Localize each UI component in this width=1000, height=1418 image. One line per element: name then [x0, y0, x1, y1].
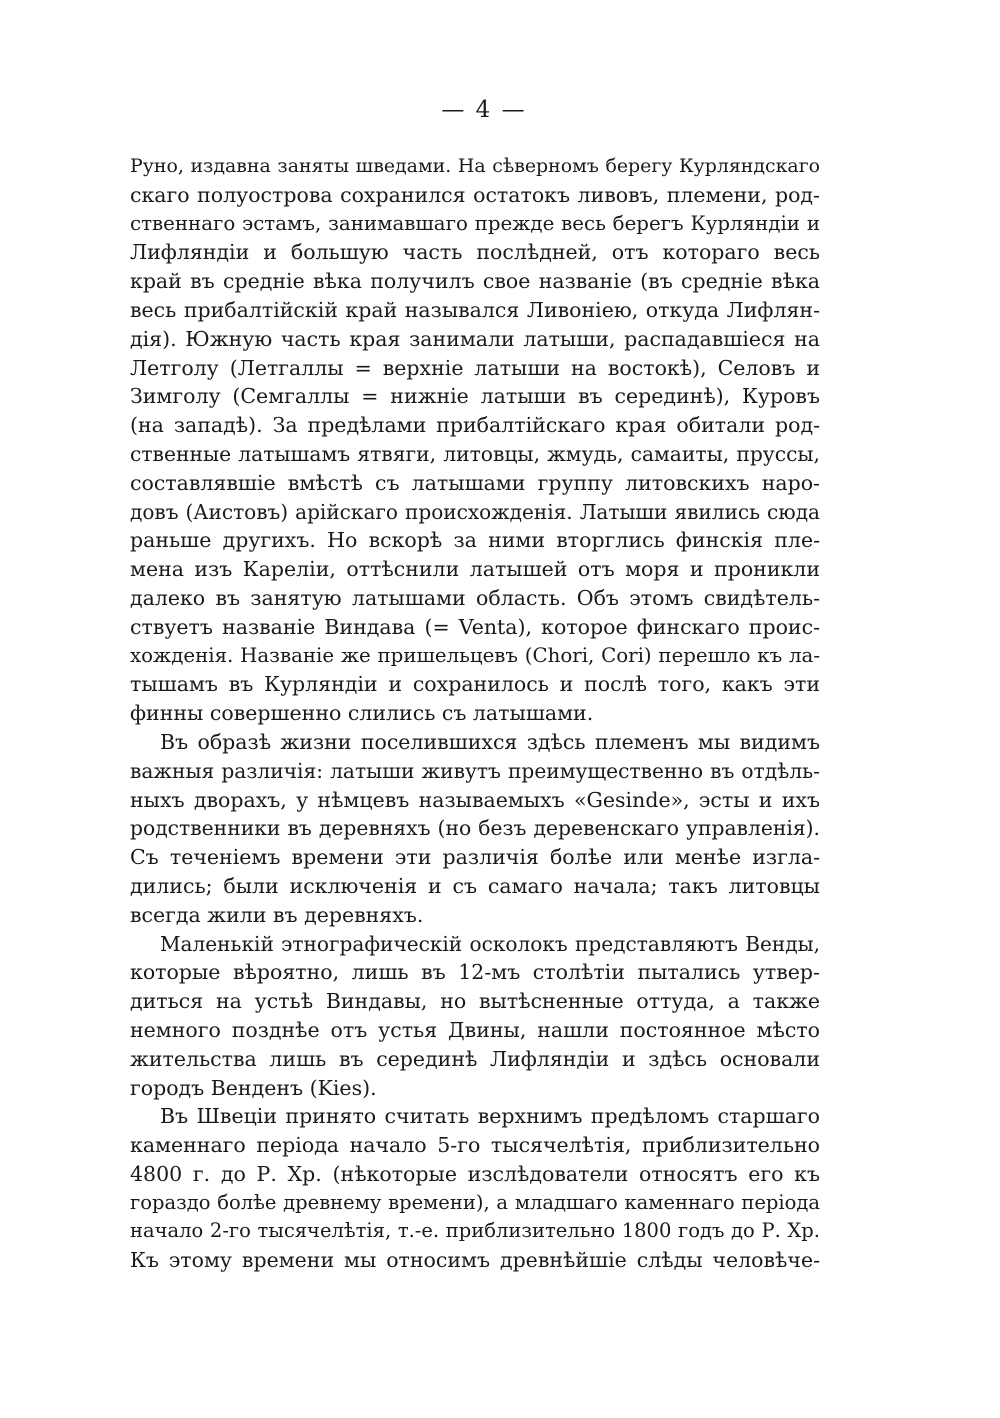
text-line: начало 2-го тысячелѣтія, т.-е. приблизительно 1800 годъ до Р. Хр. — [130, 1219, 820, 1243]
text-line: раньше другихъ. Но вскорѣ за ними вторглись финскія пле- — [130, 528, 820, 553]
text-line: 4800 г. до Р. Хр. (нѣкоторые изслѣдователи относятъ его къ — [130, 1161, 820, 1186]
text-line: (на западѣ). За предѣлами прибалтійскаго края обитали род- — [130, 413, 820, 438]
text-line: дія). Южную часть края занимали латыши, распадавшіеся на — [130, 326, 820, 351]
text-line: Летголу (Летгаллы = верхніе латыши на востокѣ), Селовъ и — [130, 355, 820, 380]
text-line: финны совершенно слились съ латышами. — [130, 701, 594, 726]
text-line: ственные латышамъ ятвяги, литовцы, жмудь, самаиты, пруссы, — [130, 441, 820, 466]
text-line: Съ теченіемъ времени эти различія болѣе или менѣе изгла- — [130, 845, 820, 870]
text-line: дились; были исключенія и съ самаго начала; такъ литовцы — [130, 873, 820, 898]
text-line: городъ Венденъ (Kies). — [130, 1075, 377, 1100]
text-line: составлявшіе вмѣстѣ съ латышами группу литовскихъ наро- — [130, 470, 820, 495]
paragraph-1 — [130, 152, 820, 728]
text-line: мена изъ Кареліи, оттѣснили латышей отъ моря и проникли — [130, 557, 820, 582]
text-line: гораздо болѣе древнему времени), а младшаго каменнаго періода — [130, 1190, 820, 1214]
text-line: диться на устьѣ Виндавы, но вытѣсненные оттуда, а также — [130, 989, 820, 1014]
text-line: Лифляндіи и большую часть послѣдней, отъ котораго весь — [130, 240, 820, 265]
text-line: ствуетъ названіе Виндава (= Venta), которое финскаго проис- — [130, 614, 820, 639]
text-line: всегда жили въ деревняхъ. — [130, 902, 424, 927]
text-line: Руно, издавна заняты шведами. На сѣверномъ берегу Курляндскаго — [130, 155, 820, 177]
text-line: скаго полуострова сохранился остатокъ ливовъ, племени, род- — [130, 182, 820, 207]
text-line: Въ Швеціи принято считать верхнимъ предѣломъ старшаго — [160, 1104, 820, 1129]
text-line: Къ этому времени мы относимъ древнѣйшіе слѣды человѣче- — [130, 1248, 820, 1273]
text-line: немного позднѣе отъ устья Двины, нашли постоянное мѣсто — [130, 1017, 820, 1042]
text-line: которые вѣроятно, лишь въ 12-мъ столѣтіи пытались утвер- — [130, 960, 820, 985]
text-line: хожденія. Названіе же пришельцевъ (Chori, Cori) перешло къ ла- — [130, 643, 820, 667]
text-line: далеко въ занятую латышами область. Объ этомъ свидѣтель- — [130, 585, 820, 610]
text-line: каменнаго періода начало 5-го тысячелѣтія, приблизительно — [130, 1133, 820, 1158]
paragraph-3 — [130, 930, 820, 1103]
paragraph-4 — [130, 1102, 820, 1275]
text-line: Маленькій этнографическій осколокъ представляютъ Венды, — [160, 931, 820, 956]
text-line: ственнаго эстамъ, занимавшаго прежде весь берегъ Курляндіи и — [130, 211, 820, 235]
text-line: родственники въ деревняхъ (но безъ деревенскаго управленія). — [130, 816, 820, 841]
paragraph-2 — [130, 728, 820, 930]
text-line: довъ (Аистовъ) арійскаго происхожденія. Латыши явились сюда — [130, 499, 820, 524]
text-line: Въ образѣ жизни поселившихся здѣсь племенъ мы видимъ — [160, 729, 820, 754]
text-line: жительства лишь въ серединѣ Лифляндіи и здѣсь основали — [130, 1046, 820, 1071]
text-line: ныхъ дворахъ, у нѣмцевъ называемыхъ «Gesinde», эсты и ихъ — [130, 787, 820, 812]
text-line: край въ средніе вѣка получилъ свое названіе (въ средніе вѣка — [130, 269, 820, 294]
body-text — [130, 152, 820, 1275]
text-line: Зимголу (Семгаллы = нижніе латыши въ серединѣ), Куровъ — [130, 384, 820, 409]
text-line: весь прибалтійскій край назывался Ливоніею, откуда Лифлян- — [130, 297, 820, 322]
page-number: — 4 — — [441, 97, 527, 123]
text-line: важныя различія: латыши живутъ преимущественно въ отдѣль- — [130, 758, 820, 783]
text-line: тышамъ въ Курляндіи и сохранилось и послѣ того, какъ эти — [130, 672, 820, 697]
